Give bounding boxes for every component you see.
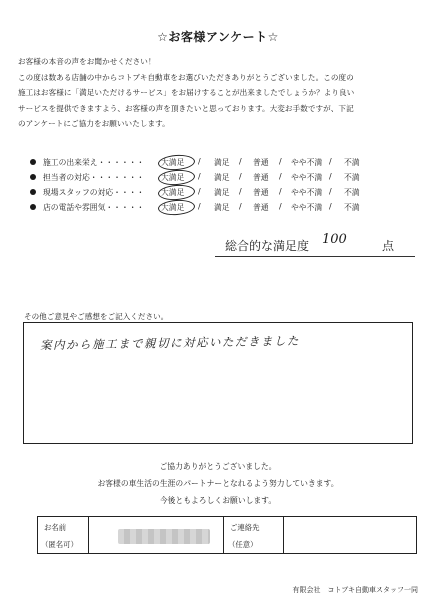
rating-option-very-satisfied[interactable]: 大満足 (161, 158, 185, 167)
rating-separator: / (279, 172, 282, 181)
comment-box[interactable] (23, 322, 413, 444)
rating-row (30, 173, 430, 188)
rating-separator: / (329, 157, 332, 166)
rating-option-dissatisfied[interactable]: 不満 (344, 158, 360, 167)
score-underline (215, 256, 415, 257)
rating-separator: / (329, 172, 332, 181)
rating-option-neutral[interactable]: 普通 (253, 158, 269, 167)
rating-option-satisfied[interactable]: 満足 (214, 203, 230, 212)
rating-row (30, 188, 430, 203)
rating-table (30, 158, 430, 218)
rating-separator: / (239, 157, 242, 166)
rating-option-satisfied[interactable]: 満足 (214, 173, 230, 182)
rating-option-neutral[interactable]: 普通 (253, 173, 269, 182)
bullet-icon (30, 159, 36, 165)
overall-satisfaction-unit: 点 (382, 239, 395, 253)
rating-option-satisfied[interactable]: 満足 (214, 188, 230, 197)
intro-line: 施工はお客様に「満足いただけるサービス」をお届けすることが出来ましたでしょうか？より良い (18, 88, 355, 97)
rating-separator: / (239, 202, 242, 211)
survey-title: ☆お客様アンケート☆ (157, 30, 279, 44)
contact-form (37, 516, 417, 554)
intro-line: のアンケートにご協力をお願いいたします。 (18, 119, 170, 128)
rating-option-satisfied[interactable]: 満足 (214, 158, 230, 167)
intro-line: お客様の本音の声をお聞かせください！ (18, 57, 156, 66)
thanks-line: お客様の車生活の生涯のパートナーとなれるよう努力していきます。 (97, 479, 339, 488)
divider (223, 517, 224, 553)
rating-separator: / (329, 187, 332, 196)
bullet-icon (30, 189, 36, 195)
rating-separator: / (198, 187, 201, 196)
bullet-icon (30, 174, 36, 180)
rating-option-very-satisfied[interactable]: 大満足 (161, 188, 185, 197)
rating-option-neutral[interactable]: 普通 (253, 203, 269, 212)
intro-line: サービスを提供できますよう、お客様の声を頂きたいと思っております。大変お手数ですが、下記 (18, 104, 354, 113)
bullet-icon (30, 204, 36, 210)
rating-option-dissatisfied[interactable]: 不満 (344, 188, 360, 197)
rating-separator: / (198, 202, 201, 211)
rating-separator: / (198, 172, 201, 181)
rating-option-slightly-dissatisfied[interactable]: やや不満 (291, 158, 323, 167)
handwritten-comment: 案内から施工まで親切に対応いただきました (39, 333, 301, 353)
rating-item-label: 担当者の対応・・・・・・・ (43, 173, 145, 182)
rating-option-slightly-dissatisfied[interactable]: やや不満 (291, 188, 323, 197)
rating-option-very-satisfied[interactable]: 大満足 (161, 173, 185, 182)
rating-option-slightly-dissatisfied[interactable]: やや不満 (291, 173, 323, 182)
rating-separator: / (198, 157, 201, 166)
name-label: お名前 (44, 523, 67, 532)
rating-option-neutral[interactable]: 普通 (253, 188, 269, 197)
rating-separator: / (279, 187, 282, 196)
contact-field[interactable] (283, 517, 416, 553)
contact-sub-label: （任意） (228, 540, 258, 549)
name-field[interactable] (88, 517, 223, 553)
redacted-name (118, 529, 210, 544)
contact-label: ご連絡先 (230, 523, 260, 532)
intro-line: この度は数ある店舗の中からコトブキ自動車をお選びいただきありがとうございました。この度の (18, 73, 354, 82)
rating-option-dissatisfied[interactable]: 不満 (344, 203, 360, 212)
thanks-line: ご協力ありがとうございました。 (159, 462, 277, 471)
rating-item-label: 施工の出来栄え・・・・・・ (43, 158, 145, 167)
rating-item-label: 店の電話や雰囲気・・・・・ (43, 203, 145, 212)
thanks-line: 今後ともよろしくお願いします。 (159, 496, 277, 505)
name-sub-label: （匿名可） (41, 540, 78, 549)
comment-label: その他ご意見やご感想をご記入ください。 (24, 312, 169, 321)
rating-separator: / (239, 172, 242, 181)
rating-option-dissatisfied[interactable]: 不満 (344, 173, 360, 182)
rating-separator: / (329, 202, 332, 211)
rating-row (30, 203, 430, 218)
rating-row (30, 158, 430, 173)
footer-signature: 有限会社 コトブキ自動車スタッフ一同 (292, 586, 418, 594)
rating-option-slightly-dissatisfied[interactable]: やや不満 (291, 203, 323, 212)
overall-satisfaction-score[interactable]: 100 (322, 232, 347, 247)
rating-separator: / (279, 202, 282, 211)
rating-separator: / (239, 187, 242, 196)
rating-separator: / (279, 157, 282, 166)
rating-option-very-satisfied[interactable]: 大満足 (161, 203, 185, 212)
rating-item-label: 現場スタッフの対応・・・・ (43, 188, 145, 197)
overall-satisfaction-label: 総合的な満足度 (225, 239, 310, 253)
